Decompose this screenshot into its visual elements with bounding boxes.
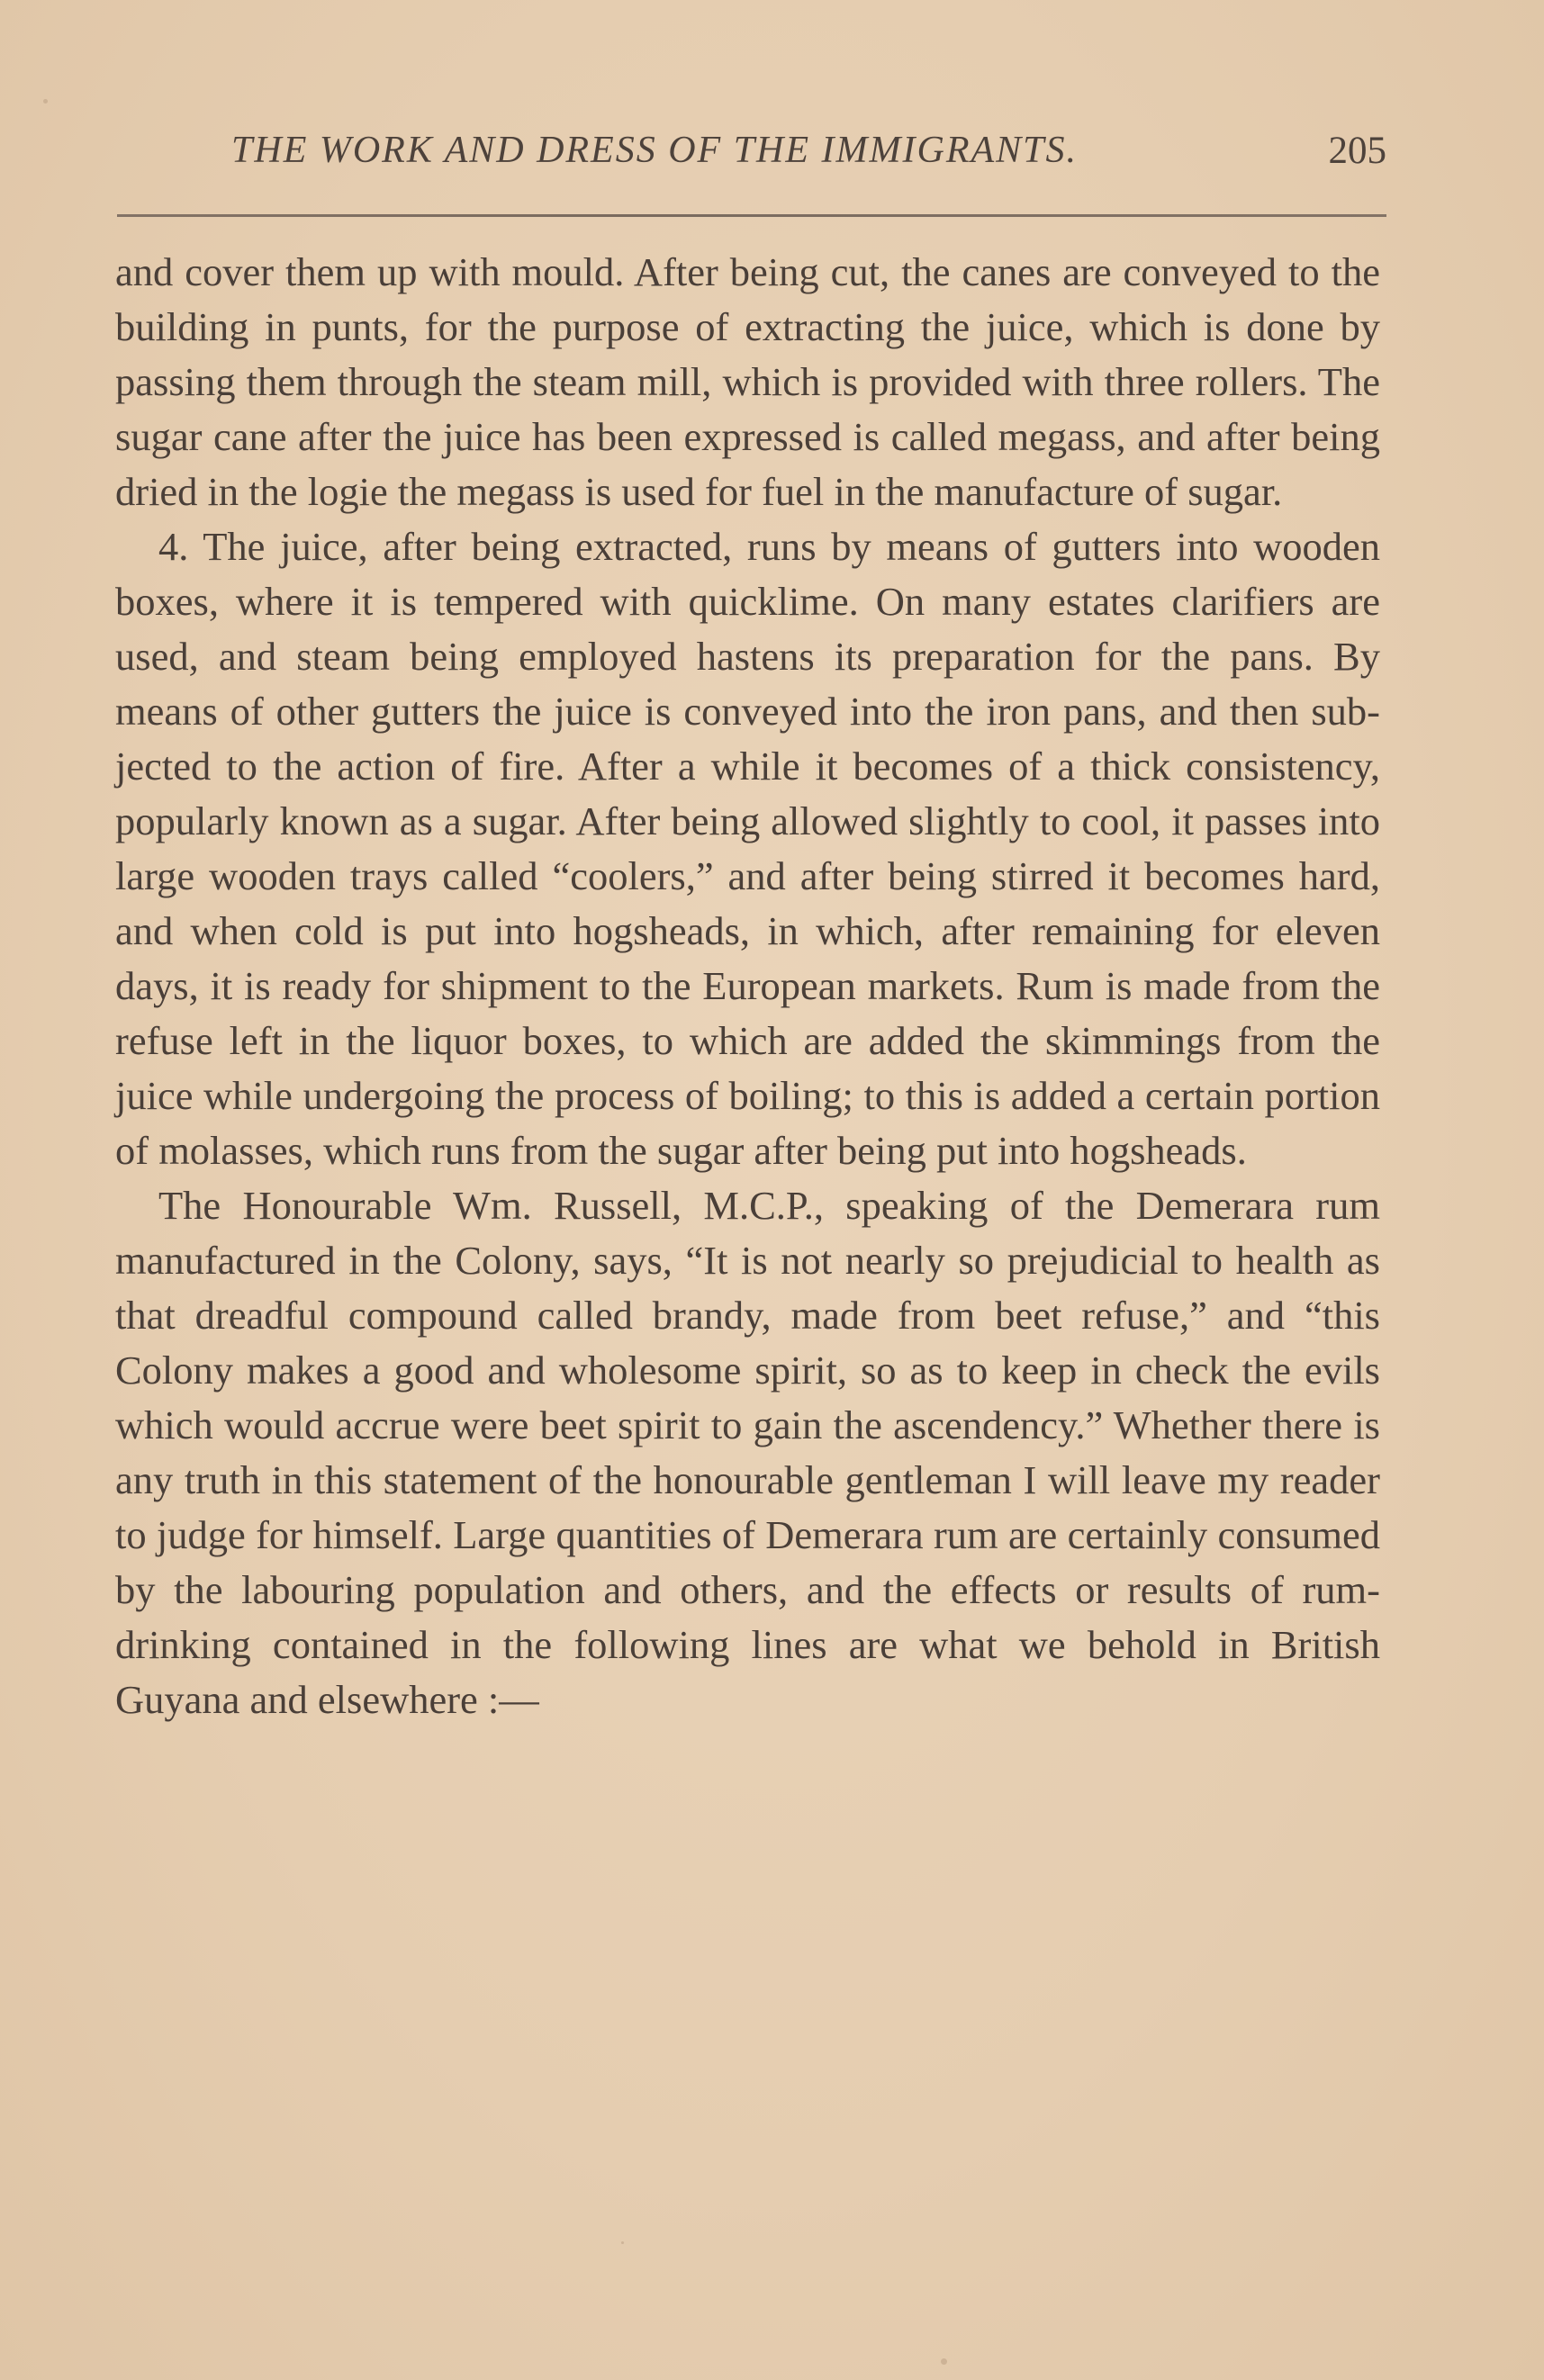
paper-speck <box>621 2241 624 2244</box>
running-title: THE WORK AND DRESS OF THE IMMIGRANTS. <box>231 130 1079 171</box>
paragraph-russell-quote: The Honourable Wm. Russell, M.C.P., speaking of the Demerara rum manufactured in the Colony, says, “It is not nearly so prejudicial to health as that dreadful compound called brandy, made from beet refuse,” and “this Colony makes a good and wholesome spirit, so as to keep in check the evils which would accrue were beet spirit to gain the ascendency.” Whether there is any truth in this statement of the honourable gentleman I will leave my reader to judge for himself. Large quantities of Demerara rum are certainly consumed by the labouring population and others, and the effects or results of rum-drinking contained in the following lines are what we behold in British Guyana and elsewhere :— <box>115 1183 1380 1722</box>
page-number: 205 <box>1328 130 1386 172</box>
paragraph-continuation: and cover them up with mould. After being cut, the canes are conveyed to the building in punts, for the purpose of extracting the juice, which is done by passing them through the steam mill, which is provided with three rollers. The sugar cane after the juice has been expressed is called megass, and after being dried in the logie the megass is used for fuel in the manufacture of sugar. <box>115 249 1380 514</box>
header-rule <box>117 214 1386 217</box>
paragraph-4-sugar-process: 4. The juice, after being extracted, runs by means of gutters into wooden boxes, where it is tempered with quicklime. On many estates clarifiers are used, and steam being employed hastens its preparation for the pans. By means of other gutters the juice is conveyed into the iron pans, and then subjected to the action of fire. After a while it becomes of a thick consistency, popularly known as a sugar. After being allowed slightly to cool, it passes into large wooden trays called “coolers,” and after being stirred it becomes hard, and when cold is put into hogsheads, in which, after remaining for eleven days, it is ready for shipment to the European markets. Rum is made from the refuse left in the liquor boxes, to which are added the skimmings from the juice while undergoing the process of boiling; to this is added a certain portion of molasses, which runs from the sugar after being put into hogsheads. <box>115 524 1380 1173</box>
paper-speck <box>43 99 48 104</box>
body-text <box>115 245 1380 1727</box>
running-head <box>117 129 1386 183</box>
paper-speck <box>941 2358 947 2365</box>
